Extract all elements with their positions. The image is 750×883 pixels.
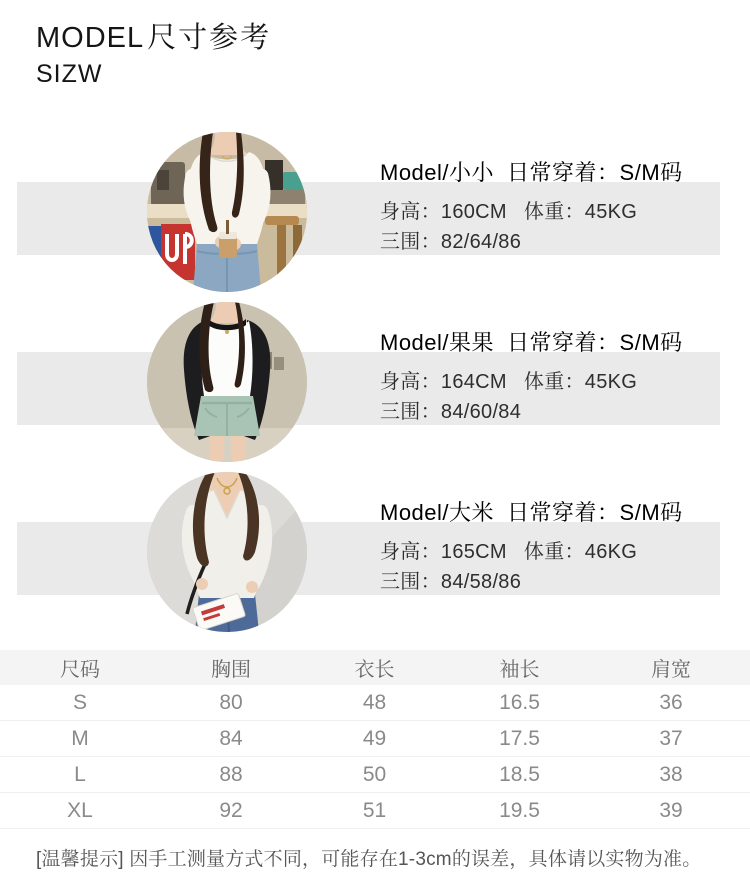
height-value: 164CM [440,371,507,393]
weight-label: 体重： [523,201,585,223]
model-stats [380,197,683,257]
notice-text: [温馨提示] 因手工测量方式不同，可能存在1-3cm的误差，具体请以实物为准。 [36,849,702,870]
sleeve-col-header: 袖长 [499,659,540,681]
model-title [380,156,683,187]
model-section-dami [0,472,750,642]
model-info [380,156,683,257]
table-cell: 50 [362,762,387,786]
table-row-xl [0,793,750,829]
model-stats-line2 [380,397,683,427]
height-label: 身高： [380,201,441,223]
height-value: 160CM [440,201,507,223]
measurements-value: 84/58/86 [440,571,522,593]
shoulder-col-header: 肩宽 [651,659,691,681]
height-value: 165CM [440,541,507,563]
table-cell: L [74,762,86,786]
table-cell: 36 [659,690,683,714]
table-cell: 92 [219,798,243,822]
page-title-cn: 尺寸参考 [147,22,272,54]
model-stats-line1 [380,367,683,397]
model-photo-wall [147,302,307,462]
table-cell: 38 [659,762,683,786]
height-label: 身高： [380,371,441,393]
page-subtitle: SIZW [36,60,103,88]
measurements-value: 82/64/86 [440,231,522,253]
model-wear: 日常穿着：S/M码 [507,500,683,525]
page-title [36,22,271,54]
table-cell: S [72,690,87,714]
height-label: 身高： [380,541,441,563]
model-photo-studio [147,472,307,632]
size-table [0,650,750,829]
model-stats-line2 [380,227,683,257]
model-wear: 日常穿着：S/M码 [507,330,683,355]
table-row-m [0,721,750,757]
measurements-value: 84/60/84 [440,401,522,423]
model-stats [380,537,683,597]
table-cell: 51 [362,798,387,822]
page-title-en: MODEL [36,22,145,54]
model-stats-line1 [380,197,683,227]
table-cell: M [71,726,89,750]
model-wear: 日常穿着：S/M码 [507,160,683,185]
weight-value: 46KG [584,541,638,563]
model-photo-cafe [147,132,307,292]
table-cell: 37 [659,726,683,750]
model-section-xiaoxiao [0,132,750,302]
model-stats-line1 [380,537,683,567]
model-name: Model/小小 [380,160,495,185]
model-section-guoguo [0,302,750,472]
model-name: Model/果果 [380,330,495,355]
table-cell: 17.5 [499,726,540,750]
table-cell: XL [67,798,93,822]
table-row-l [0,757,750,793]
page-header [36,22,271,89]
model-info [380,326,683,427]
length-col-header: 衣长 [354,659,395,681]
measurements-label: 三围： [380,401,441,423]
table-cell: 49 [362,726,387,750]
table-cell: 16.5 [499,690,540,714]
table-cell: 39 [659,798,683,822]
size-col-header: 尺码 [60,659,100,681]
table-cell: 88 [219,762,243,786]
model-stats [380,367,683,427]
measurements-label: 三围： [380,571,441,593]
weight-label: 体重： [523,371,585,393]
table-cell: 19.5 [499,798,540,822]
model-title [380,326,683,357]
table-header-row [0,650,750,685]
weight-label: 体重： [523,541,585,563]
weight-value: 45KG [584,371,638,393]
table-cell: 80 [219,690,243,714]
model-title [380,496,683,527]
table-cell: 18.5 [499,762,540,786]
weight-value: 45KG [584,201,638,223]
model-info [380,496,683,597]
measurements-label: 三围： [380,231,441,253]
bust-col-header: 胸围 [211,659,251,681]
model-name: Model/大米 [380,500,495,525]
table-row-s [0,685,750,721]
table-cell: 48 [362,690,387,714]
table-cell: 84 [219,726,243,750]
model-stats-line2 [380,567,683,597]
